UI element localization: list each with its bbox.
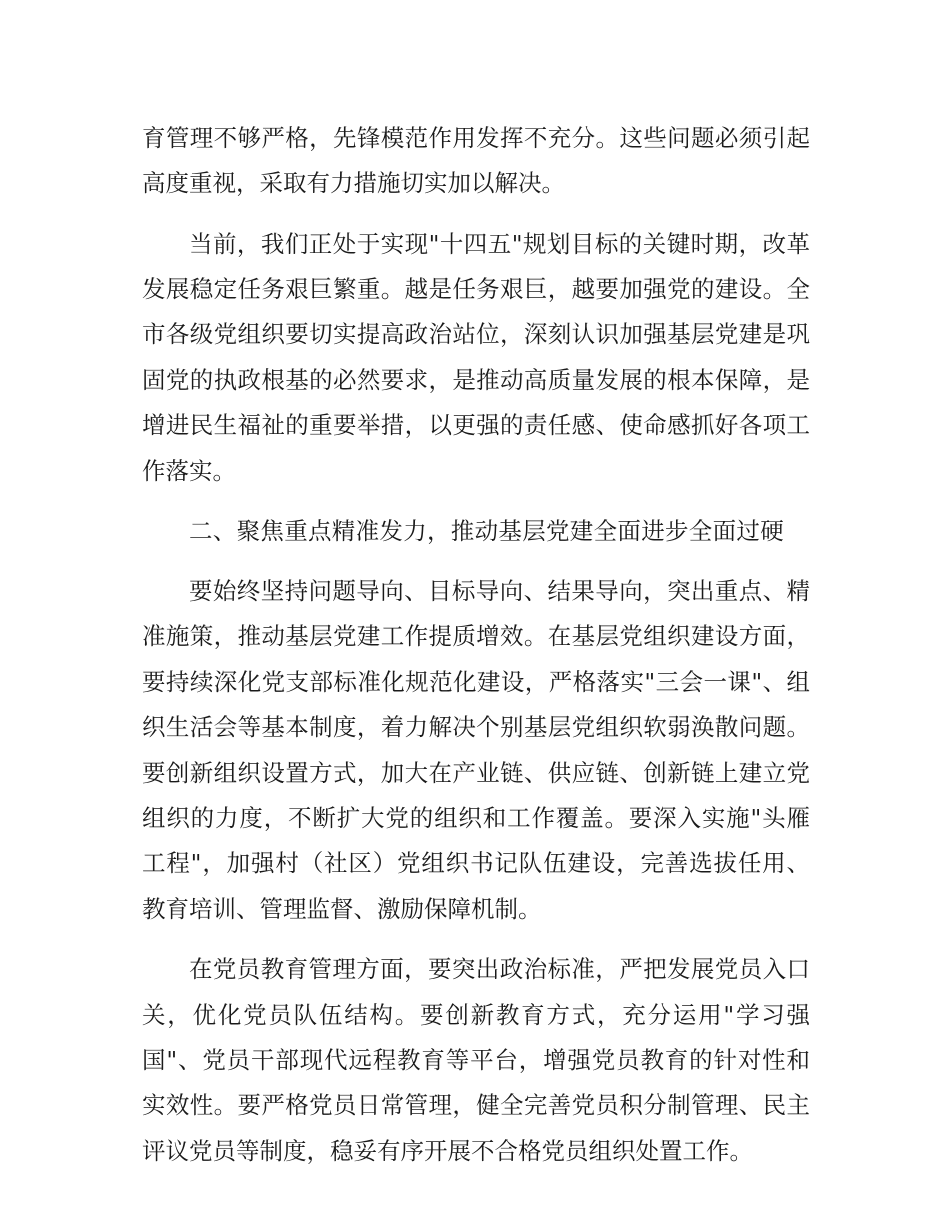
paragraph-continuation: 育管理不够严格，先锋模范作用发挥不充分。这些问题必须引起高度重视，采取有力措施切实加以解决。 bbox=[142, 124, 810, 198]
section-heading-two: 二、聚焦重点精准发力，推动基层党建全面进步全面过硬 bbox=[189, 516, 784, 545]
paragraph-member-education: 在党员教育管理方面，要突出政治标准，严把发展党员入口关，优化党员队伍结构。要创新教育方式，充分运用"学习强国"、党员干部现代远程教育等平台，增强党员教育的针对性和实效性。要严格党员日常管理，健全完善党员积分制管理、民主评议党员等制度，稳妥有序开展不合格党员组织处置工作。 bbox=[142, 955, 810, 1165]
document-body bbox=[142, 116, 810, 1189]
paragraph-organization-building: 要始终坚持问题导向、目标导向、结果导向，突出重点、精准施策，推动基层党建工作提质增效。在基层党组织建设方面，要持续深化党支部标准化规范化建设，严格落实"三会一课"、组织生活会等基本制度，着力解决个别基层党组织软弱涣散问题。要创新组织设置方式，加大在产业链、供应链、创新链上建立党组织的力度，不断扩大党的组织和工作覆盖。要深入实施"头雁工程"，加强村（社区）党组织书记队伍建设，完善选拔任用、教育培训、管理监督、激励保障机制。 bbox=[142, 577, 810, 923]
paragraph-current-situation: 当前，我们正处于实现"十四五"规划目标的关键时期，改革发展稳定任务艰巨繁重。越是任务艰巨，越要加强党的建设。全市各级党组织要切实提高政治站位，深刻认识加强基层党建是巩固党的执政根基的必然要求，是推动高质量发展的根本保障，是增进民生福祉的重要举措，以更强的责任感、使命感抓好各项工作落实。 bbox=[142, 229, 810, 485]
